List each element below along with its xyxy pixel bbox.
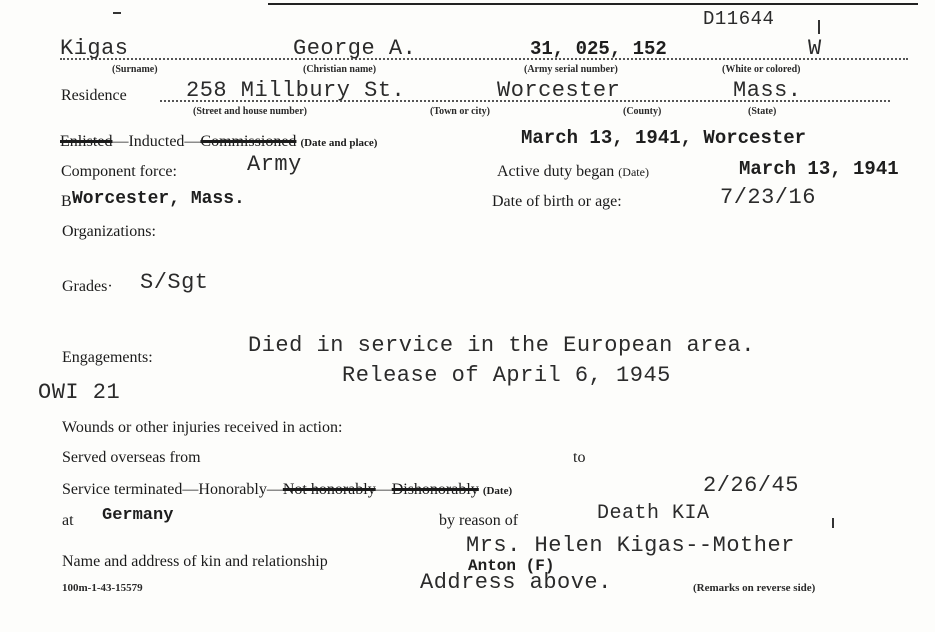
wounds-label: Wounds or other injuries received in action: <box>62 419 343 436</box>
kin-extra-value: Anton (F) <box>468 557 555 575</box>
terminated-date-small: (Date) <box>482 485 513 497</box>
grades-label: Grades· <box>62 278 113 295</box>
active-duty-date-value: March 13, 1941 <box>739 158 899 180</box>
organizations-label: Organizations: <box>62 223 156 240</box>
termination-date-value: 2/26/45 <box>703 473 799 498</box>
town-value: Worcester <box>497 78 621 103</box>
overseas-to-label: to <box>573 449 586 466</box>
dishonorably-struck: Dishonorably <box>391 481 479 498</box>
town-label: (Town or city) <box>430 106 490 117</box>
residence-dotted-line <box>160 100 890 102</box>
residence-label: Residence <box>61 87 127 104</box>
top-left-mark <box>113 12 121 14</box>
birth-date-value: 7/23/16 <box>720 185 816 210</box>
at-label: at <box>62 512 74 529</box>
engagement-line-1: Died in service in the European area. <box>248 333 755 358</box>
card-number: D11644 <box>703 8 775 30</box>
birth-place-value: Worcester, Mass. <box>72 189 245 209</box>
christian-name-label: (Christian name) <box>303 64 377 75</box>
surname-value: Kigas <box>60 36 129 61</box>
street-label: (Street and house number) <box>193 106 307 117</box>
birth-label: Date of birth or age: <box>492 193 622 210</box>
street-value: 258 Millbury St. <box>186 78 406 103</box>
state-value: Mass. <box>733 78 802 103</box>
component-force-value: Army <box>247 152 302 177</box>
dash-separator: — <box>375 481 392 498</box>
active-duty-label <box>497 163 649 181</box>
kin-label: Name and address of kin and relationship <box>62 553 328 570</box>
active-duty-label-text: Active duty began <box>497 163 615 180</box>
by-reason-label: by reason of <box>439 512 519 529</box>
tick-mark-right <box>832 518 834 528</box>
enlistment-type-line <box>60 133 377 151</box>
not-honorably-struck: Not honorably <box>282 481 376 498</box>
engagement-line-2: Release of April 6, 1945 <box>342 363 671 388</box>
kin-name-value: Mrs. Helen Kigas--Mother <box>466 533 795 558</box>
enlisted-struck-label: Enlisted <box>60 133 113 150</box>
tick-mark-top <box>818 20 820 34</box>
birth-prefix: B <box>61 193 72 210</box>
state-label: (State) <box>748 106 777 117</box>
component-force-label: Component force: <box>61 163 177 180</box>
termination-place-value: Germany <box>102 506 174 525</box>
inducted-label: —Inducted— <box>112 133 201 150</box>
name-dotted-line <box>60 58 908 60</box>
served-overseas-label: Served overseas from <box>62 449 201 466</box>
serial-number-value: 31, 025, 152 <box>530 38 667 60</box>
race-label: (White or colored) <box>722 64 801 75</box>
active-duty-date-small: (Date) <box>618 165 649 179</box>
serial-number-label: (Army serial number) <box>524 64 618 75</box>
termination-reason-value: Death KIA <box>597 502 710 525</box>
form-number: 100m-1-43-15579 <box>62 582 143 594</box>
christian-name-value: George A. <box>293 36 417 61</box>
race-value: W <box>808 36 822 61</box>
remarks-note: (Remarks on reverse side) <box>693 582 816 594</box>
owi-code: OWI 21 <box>38 380 121 405</box>
surname-label: (Surname) <box>112 64 158 75</box>
county-label: (County) <box>623 106 662 117</box>
top-rule <box>268 3 918 5</box>
kin-address-value: Address above. <box>420 570 612 595</box>
engagements-label: Engagements: <box>62 349 153 366</box>
date-place-label: (Date and place) <box>300 137 378 149</box>
inducted-date-place-value: March 13, 1941, Worcester <box>521 127 807 149</box>
service-terminated-line <box>62 481 512 499</box>
grade-value: S/Sgt <box>140 270 209 295</box>
service-terminated-label: Service terminated—Honorably— <box>62 481 283 498</box>
commissioned-struck-label: Commissioned <box>200 133 297 150</box>
birth-place-line <box>61 193 72 211</box>
